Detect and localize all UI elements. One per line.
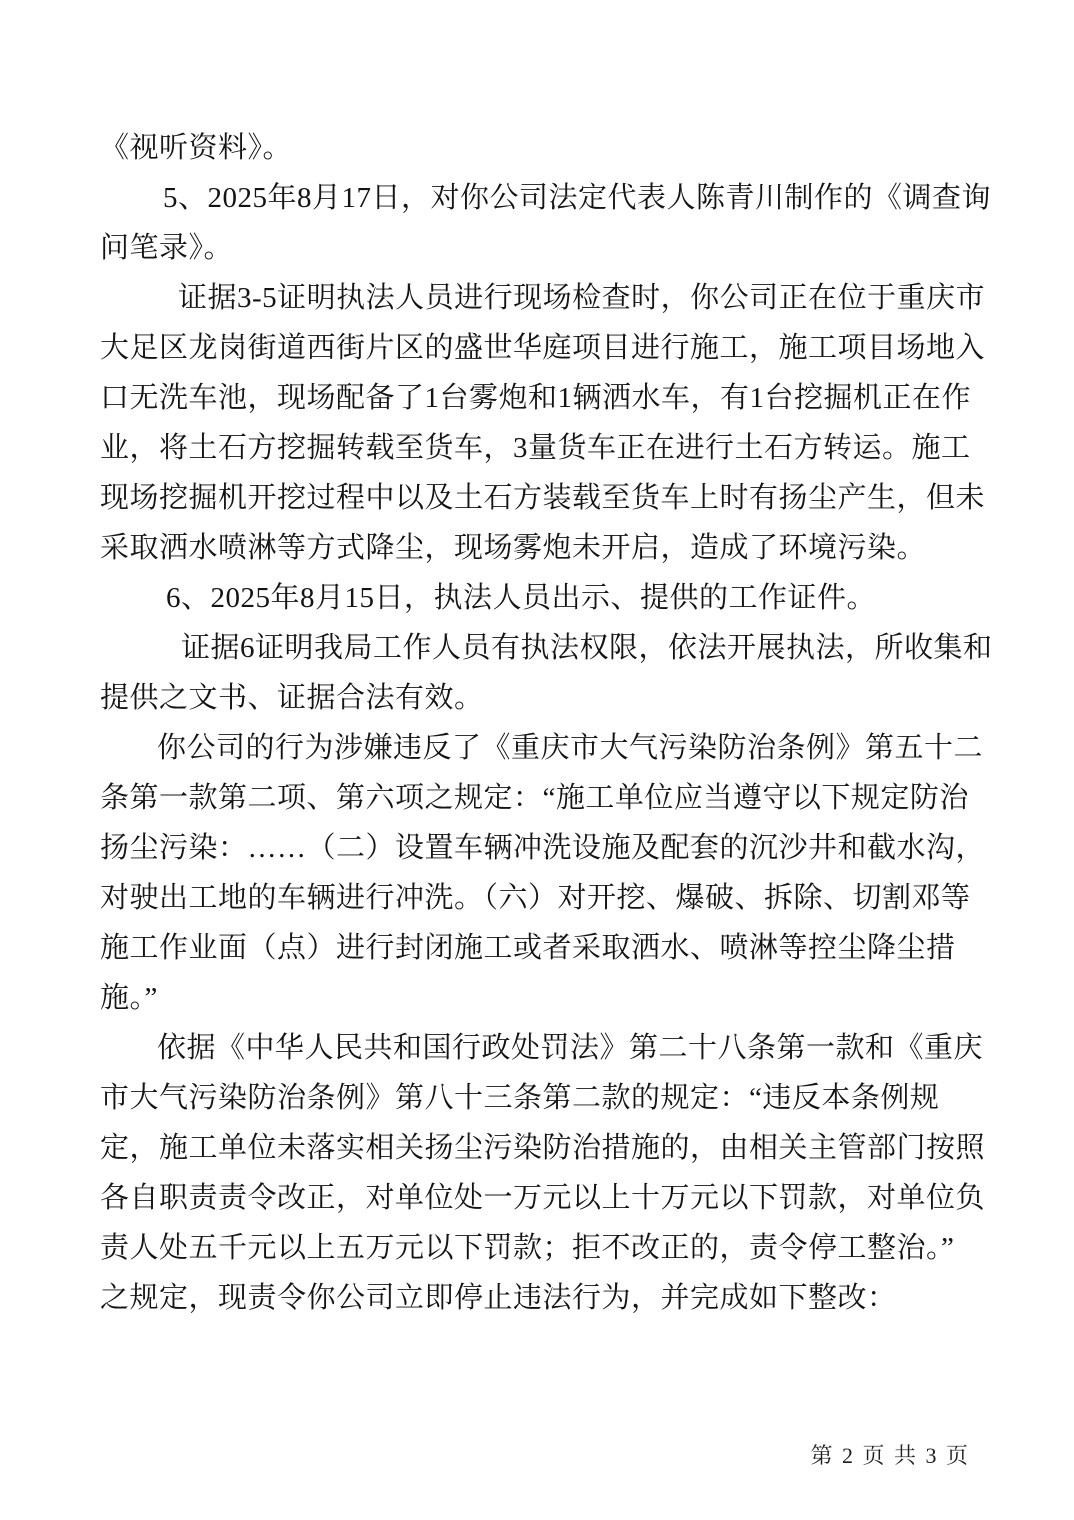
text-line: 各自职责责令改正，对单位处一万元以上十万元以下罚款，对单位负 (100, 1182, 986, 1214)
text-line: 对驶出工地的车辆进行冲洗。（六）对开挖、爆破、拆除、切割邓等 (100, 882, 971, 914)
text-line: 责人处五千元以上五万元以下罚款；拒不改正的，责令停工整治。” (100, 1232, 955, 1264)
text-line: 依据《中华人民共和国行政处罚法》第二十八条第一款和《重庆 (157, 1032, 984, 1064)
text-line: 市大气污染防治条例》第八十三条第二款的规定：“违反本条例规 (100, 1082, 940, 1114)
document-body (100, 123, 993, 1323)
text-line: 之规定，现责令你公司立即停止违法行为，并完成如下整改： (100, 1282, 897, 1314)
page-number-footer: 第 2 页 共 3 页 (810, 1443, 970, 1468)
text-line: 业，将土石方挖掘转载至货车，3量货车正在进行土石方转运。施工 (100, 432, 971, 464)
text-line: 提供之文书、证据合法有效。 (100, 682, 484, 714)
text-line: 施工作业面（点）进行封闭施工或者采取洒水、喷淋等控尘降尘措 (100, 932, 956, 964)
text-line: 条第一款第二项、第六项之规定：“施工单位应当遵守以下规定防治 (100, 782, 969, 814)
text-line: 证据6证明我局工作人员有执法权限，依法开展执法，所收集和 (181, 632, 993, 664)
text-line: 6、2025年8月15日，执法人员出示、提供的工作证件。 (166, 582, 877, 614)
text-line: 5、2025年8月17日，对你公司法定代表人陈青川制作的《调查询 (163, 182, 992, 214)
text-line: 《视听资料》。 (100, 132, 293, 164)
text-line: 扬尘污染：……（二）设置车辆冲洗设施及配套的沉沙井和截水沟， (100, 832, 986, 864)
text-line: 定，施工单位未落实相关扬尘污染防治措施的，由相关主管部门按照 (100, 1132, 986, 1164)
text-line: 施。” (100, 982, 158, 1014)
text-line: 问笔录》。 (100, 232, 234, 264)
text-line: 证据3-5证明执法人员进行现场检查时，你公司正在位于重庆市 (178, 282, 986, 314)
text-line: 大足区龙岗街道西街片区的盛世华庭项目进行施工，施工项目场地入 (100, 332, 986, 364)
text-line: 你公司的行为涉嫌违反了《重庆市大气污染防治条例》第五十二 (157, 732, 984, 764)
text-line: 口无洗车池，现场配备了1台雾炮和1辆洒水车，有1台挖掘机正在作 (100, 382, 972, 414)
text-line: 现场挖掘机开挖过程中以及土石方装载至货车上时有扬尘产生，但未 (100, 482, 986, 514)
text-line: 采取洒水喷淋等方式降尘，现场雾炮未开启，造成了环境污染。 (100, 532, 927, 564)
